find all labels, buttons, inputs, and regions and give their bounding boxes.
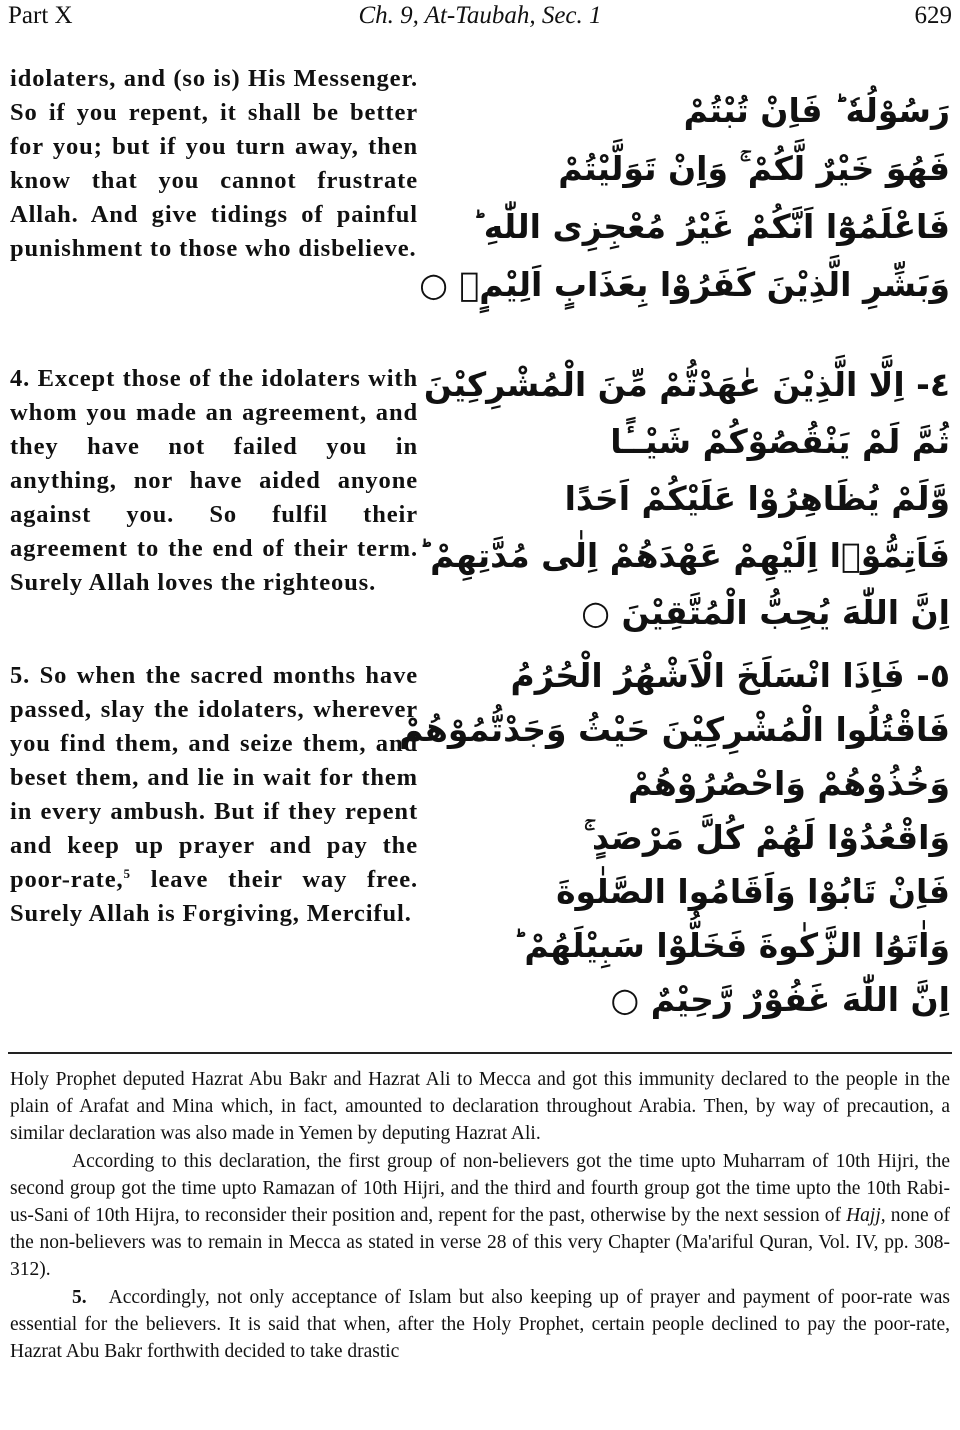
- arabic-text: [399, 649, 950, 1027]
- footnote-paragraph: According to this declaration, the first group of non-believers got the time upto Muharram of 10th Hijri, the second group got the time upto Ramazan of 10th Hijri, and the third and fourth group got the time upto the 10th Rabi-us-Sani of 10th Hijra, to reconsider their position and, repent for the past, otherwise by the next session of Hajj, none of the non-believers was to remain in Mecca as stated in verse 28 of this very Chapter (Ma'ariful Quran, Vol. IV, pp. 308-312).: [10, 1150, 950, 1281]
- english-translation: idolaters, and (so is) His Messenger. So if you repent, it shall be better for you; but if you turn away, then know that you cannot frustrate Allah. And give tidings of painful punishment to those who disbelieve.: [10, 65, 418, 262]
- arabic-line: وَاٰتَوُا الزَّكٰوةَ فَخَلُّوْا سَبِيْلَهُمْ ؕ: [512, 926, 950, 965]
- page-header: [8, 2, 952, 38]
- arabic-line: فَاَتِمُّوْۤا اِلَيْهِمْ عَهْدَهُمْ اِلٰى مُدَّتِهِمْ ؕ: [418, 536, 950, 575]
- arabic-line: وَاقْعُدُوْا لَهُمْ كُلَّ مَرْصَدٍ ۚ: [583, 818, 950, 857]
- verse-section: [10, 62, 950, 1039]
- part-label: Part X: [8, 2, 73, 29]
- hajj-italic: Hajj,: [846, 1205, 886, 1227]
- arabic-line: فَاقْتُلُوا الْمُشْرِكِيْنَ حَيْثُ وَجَدْتُّمُوْهُمْ: [399, 710, 950, 749]
- footnote-divider: [8, 1052, 952, 1054]
- verse-block-4: [10, 362, 950, 659]
- arabic-line: فَاعْلَمُوْٓا اَنَّكُمْ غَيْرُ مُعْجِزِى اللّٰهِ ؕ: [472, 207, 950, 246]
- footnote-paragraph: Holy Prophet deputed Hazrat Abu Bakr and Hazrat Ali to Mecca and got this immunity declared to the people in the plain of Arafat and Mina which, in fact, amounted to declaration throughout Arabia. Then, by way of precaution, a similar declaration was also made in Yemen by deputing Hazrat Ali.: [10, 1069, 950, 1145]
- arabic-text: [419, 82, 950, 314]
- verse-block-5: [10, 656, 950, 1039]
- arabic-line: رَسُوْلُهٗ ؕ فَاِنْ تُبْتُمْ: [683, 91, 950, 130]
- verse-5-text-part2: leave their way free. Surely Allah is Forgiving, Merciful.: [10, 866, 418, 927]
- footnote-number: 5.: [72, 1286, 87, 1308]
- arabic-line: فَهُوَ خَيْرٌ لَّكُمْ ۚ وَاِنْ تَوَلَّيْتُمْ: [558, 149, 950, 188]
- arabic-text: [418, 356, 950, 641]
- arabic-line: فَاِنْ تَابُوْا وَاَقَامُوا الصَّلٰوةَ: [556, 872, 950, 911]
- arabic-line: اِنَّ اللّٰهَ غَفُوْرٌ رَّحِيْمٌ ○: [610, 980, 950, 1019]
- chapter-title: Ch. 9, At-Taubah, Sec. 1: [358, 2, 602, 29]
- arabic-line: وَبَشِّرِ الَّذِيْنَ كَفَرُوْا بِعَذَابٍ اَلِيْمٍۙ ○: [419, 265, 950, 304]
- arabic-line: وَخُذُوْهُمْ وَاحْصُرُوْهُمْ: [627, 764, 950, 803]
- footnote-ref: 5: [123, 865, 131, 881]
- footnote-5: 5. Accordingly, not only acceptance of Islam but also keeping up of prayer and payment of poor-rate was essential for the believers. It is said that when, after the Holy Prophet, certain people declined to pay the poor-rate, Hazrat Abu Bakr forthwith decided to take drastic: [10, 1286, 950, 1363]
- english-translation: [10, 659, 418, 931]
- arabic-line: وَّلَمْ يُظَاهِرُوْا عَلَيْكُمْ اَحَدًا: [564, 479, 950, 518]
- arabic-line: اِنَّ اللّٰهَ يُحِبُّ الْمُتَّقِيْنَ ○: [581, 593, 950, 632]
- page-number: 629: [914, 2, 952, 29]
- footnotes: [10, 1066, 950, 1365]
- arabic-line: ثُمَّ لَمْ يَنْقُصُوْكُمْ شَيْــًٔا: [610, 422, 950, 461]
- arabic-line: ٥- فَاِذَا انْسَلَخَ الْاَشْهُرُ الْحُرُمُ: [510, 656, 950, 695]
- verse-block-3-continued: [10, 62, 950, 362]
- english-translation: 4. Except those of the idolaters with whom you made an agreement, and they have not failed you in anything, nor have aided anyone against you. So fulfil their agreement to the end of their term. Surely Allah loves the righteous.: [10, 365, 418, 596]
- verse-5-text-part1: 5. So when the sacred months have passed, slay the idolaters, wherever you find them, and seize them, and beset them, and lie in wait for them in every ambush. But if they repent and keep up prayer and pay the poor-rate,: [10, 662, 418, 893]
- arabic-line: ٤- اِلَّا الَّذِيْنَ عٰهَدْتُّمْ مِّنَ الْمُشْرِكِيْنَ: [423, 365, 950, 404]
